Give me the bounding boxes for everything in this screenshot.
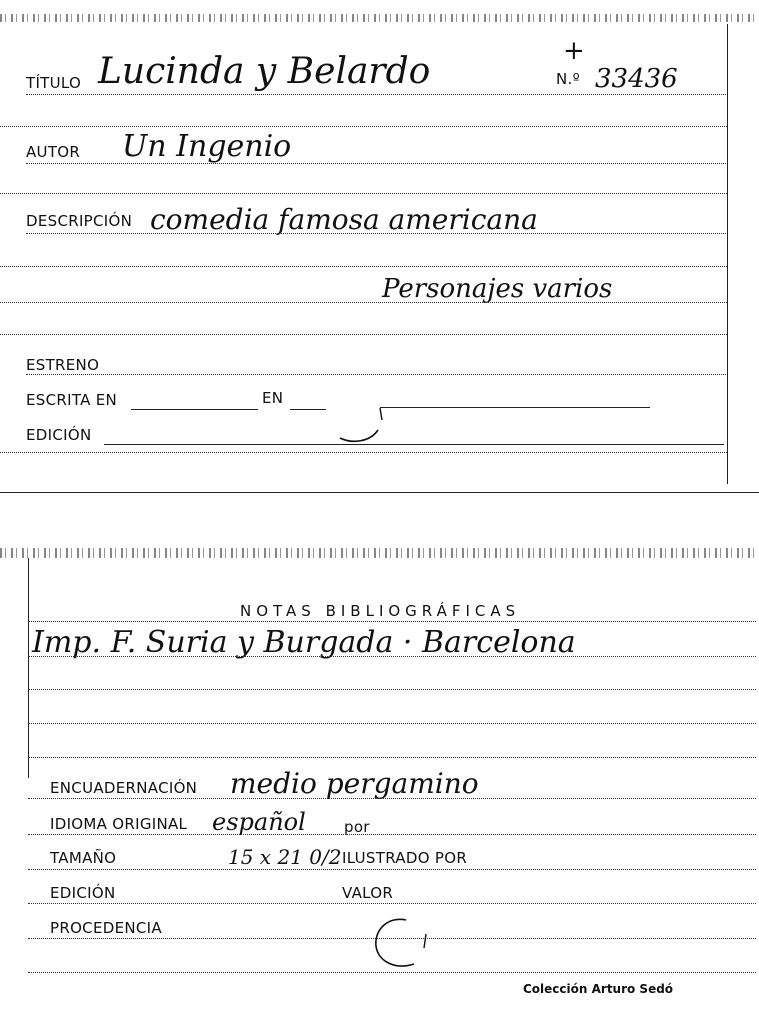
notas-title: NOTAS BIBLIOGRÁFICAS [240, 602, 521, 620]
card-bottom-edge [0, 548, 759, 558]
tamano-value: 15 x 21 0/2 [228, 845, 342, 869]
encuadernacion-value: medio pergamino [230, 767, 479, 800]
titulo-label: TÍTULO [26, 74, 82, 92]
rule-line [28, 757, 756, 758]
rule-line [28, 723, 756, 724]
rule-line [0, 193, 727, 194]
estreno-label: ESTRENO [26, 356, 100, 374]
rule-line [28, 621, 756, 622]
card-top-edge [0, 14, 759, 22]
card-top-right-edge [727, 24, 728, 484]
ilustrado-label: ILUSTRADO POR [342, 849, 468, 867]
encuadernacion-label: ENCUADERNACIÓN [50, 779, 198, 797]
rule-line [28, 689, 756, 690]
rule-line [0, 452, 727, 453]
rule-line [28, 656, 756, 657]
escrita-en-line [131, 409, 258, 410]
por-label: por [344, 818, 370, 836]
card-top-bottom-edge [0, 492, 759, 493]
en-line [290, 409, 326, 410]
rule-line [0, 126, 727, 127]
card-bottom-left-edge [28, 558, 29, 778]
numero-label: N.º [556, 70, 580, 88]
punch-hole-icon [330, 400, 390, 446]
edicion-bottom-line [28, 903, 756, 904]
rule-line [0, 334, 727, 335]
rule-line [28, 972, 756, 973]
autor-line [26, 163, 726, 164]
tamano-line [28, 869, 756, 870]
escrita-en-label: ESCRITA EN [26, 391, 118, 409]
titulo-line [26, 94, 726, 95]
edicion-bottom-label: EDICIÓN [50, 884, 116, 902]
autor-value: Un Ingenio [122, 129, 292, 164]
autor-label: AUTOR [26, 143, 81, 161]
punch-hole-icon [366, 912, 430, 972]
descripcion-value: comedia famosa americana [150, 203, 538, 236]
tamano-label: TAMAÑO [50, 849, 117, 867]
idioma-label: IDIOMA ORIGINAL [50, 815, 188, 833]
encuadernacion-line [28, 798, 756, 799]
en-label: EN [262, 389, 284, 407]
notas-value: Imp. F. Suria y Burgada · Barcelona [32, 625, 576, 660]
estreno-line [26, 374, 726, 375]
idioma-value: español [212, 808, 306, 836]
edicion-label: EDICIÓN [26, 426, 92, 444]
titulo-value: Lucinda y Belardo [98, 51, 431, 92]
cross-mark-icon: + [563, 36, 585, 66]
descripcion-line [26, 233, 726, 234]
coleccion-credit: Colección Arturo Sedó [523, 982, 674, 996]
rule-line [0, 266, 727, 267]
numero-value: 33436 [595, 64, 678, 94]
valor-label: VALOR [342, 884, 394, 902]
procedencia-label: PROCEDENCIA [50, 919, 162, 937]
descripcion-label: DESCRIPCIÓN [26, 212, 133, 230]
edicion-line [104, 444, 724, 445]
rule-line [0, 302, 727, 303]
en-line-right [380, 407, 650, 408]
descripcion-extra: Personajes varios [382, 274, 613, 304]
idioma-line [28, 834, 756, 835]
